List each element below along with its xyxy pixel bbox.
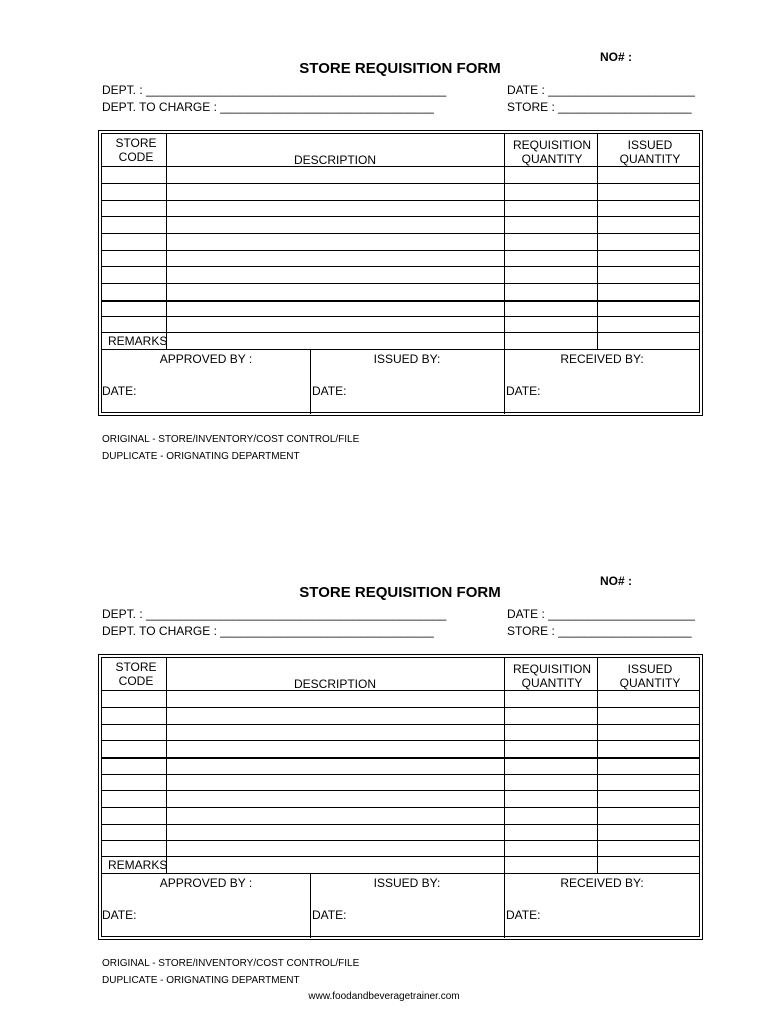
dept-to-charge-field[interactable]: DEPT. TO CHARGE : ________________________________ bbox=[102, 100, 434, 114]
dept-to-charge-field[interactable]: DEPT. TO CHARGE : ________________________________ bbox=[102, 624, 434, 638]
table-row[interactable] bbox=[102, 216, 699, 217]
table-row[interactable] bbox=[102, 690, 699, 691]
table-row[interactable] bbox=[102, 200, 699, 201]
issued-date-label: DATE: bbox=[312, 384, 347, 398]
store-field[interactable]: STORE : ____________________ bbox=[507, 624, 692, 638]
table-row[interactable] bbox=[102, 316, 699, 317]
form-title: STORE REQUISITION FORM bbox=[299, 60, 501, 77]
approved-date-label: DATE: bbox=[102, 908, 137, 922]
copy-duplicate-note: DUPLICATE - ORIGNATING DEPARTMENT bbox=[102, 975, 300, 986]
header-description: DESCRIPTION bbox=[293, 153, 376, 167]
requisition-form-2 bbox=[0, 574, 768, 994]
table-row[interactable] bbox=[102, 300, 699, 302]
copy-original-note: ORIGINAL - STORE/INVENTORY/COST CONTROL/FILE bbox=[102, 958, 360, 969]
dept-field[interactable]: DEPT. : _____________________________________________ bbox=[102, 83, 447, 97]
approved-by-label: APPROVED BY : bbox=[159, 352, 253, 366]
remarks-label: REMARKS bbox=[108, 858, 168, 872]
header-requisition-quantity: REQUISITION QUANTITY bbox=[512, 138, 591, 166]
header-store-code: STORE CODE bbox=[115, 660, 157, 688]
table-row[interactable] bbox=[102, 774, 699, 775]
copy-duplicate-note: DUPLICATE - ORIGNATING DEPARTMENT bbox=[102, 451, 300, 462]
approved-date-label: DATE: bbox=[102, 384, 137, 398]
footer-website-link[interactable]: www.foodandbeveragetrainer.com bbox=[308, 991, 460, 1002]
dept-field[interactable]: DEPT. : _____________________________________________ bbox=[102, 607, 447, 621]
received-by-label: RECEIVED BY: bbox=[560, 876, 644, 890]
form-title: STORE REQUISITION FORM bbox=[299, 584, 501, 601]
table-row[interactable] bbox=[102, 757, 699, 759]
table-row[interactable] bbox=[102, 807, 699, 808]
date-field[interactable]: DATE : ______________________ bbox=[507, 83, 695, 97]
table-row[interactable] bbox=[102, 183, 699, 184]
table-row[interactable] bbox=[102, 266, 699, 267]
header-store-code: STORE CODE bbox=[115, 136, 157, 164]
issued-by-label: ISSUED BY: bbox=[373, 352, 441, 366]
form-number-label: NO# : bbox=[600, 50, 633, 64]
requisition-table bbox=[98, 130, 703, 416]
header-requisition-quantity: REQUISITION QUANTITY bbox=[512, 662, 591, 690]
form-number-label: NO# : bbox=[600, 574, 633, 588]
table-row[interactable] bbox=[102, 824, 699, 825]
header-issued-quantity: ISSUED QUANTITY bbox=[619, 662, 681, 690]
remarks-label: REMARKS bbox=[108, 334, 168, 348]
table-row[interactable] bbox=[102, 790, 699, 791]
table-row[interactable] bbox=[102, 707, 699, 708]
table-row[interactable] bbox=[102, 724, 699, 725]
date-field[interactable]: DATE : ______________________ bbox=[507, 607, 695, 621]
requisition-table bbox=[98, 654, 703, 940]
table-row[interactable] bbox=[102, 283, 699, 284]
table-row[interactable] bbox=[102, 250, 699, 251]
received-date-label: DATE: bbox=[506, 384, 541, 398]
table-row[interactable] bbox=[102, 840, 699, 841]
table-row[interactable] bbox=[102, 740, 699, 741]
store-field[interactable]: STORE : ____________________ bbox=[507, 100, 692, 114]
header-issued-quantity: ISSUED QUANTITY bbox=[619, 138, 681, 166]
received-by-label: RECEIVED BY: bbox=[560, 352, 644, 366]
table-row[interactable] bbox=[102, 233, 699, 234]
received-date-label: DATE: bbox=[506, 908, 541, 922]
requisition-form-1 bbox=[0, 50, 768, 470]
copy-original-note: ORIGINAL - STORE/INVENTORY/COST CONTROL/FILE bbox=[102, 434, 360, 445]
approved-by-label: APPROVED BY : bbox=[159, 876, 253, 890]
issued-date-label: DATE: bbox=[312, 908, 347, 922]
table-row[interactable] bbox=[102, 166, 699, 167]
issued-by-label: ISSUED BY: bbox=[373, 876, 441, 890]
header-description: DESCRIPTION bbox=[293, 677, 376, 691]
